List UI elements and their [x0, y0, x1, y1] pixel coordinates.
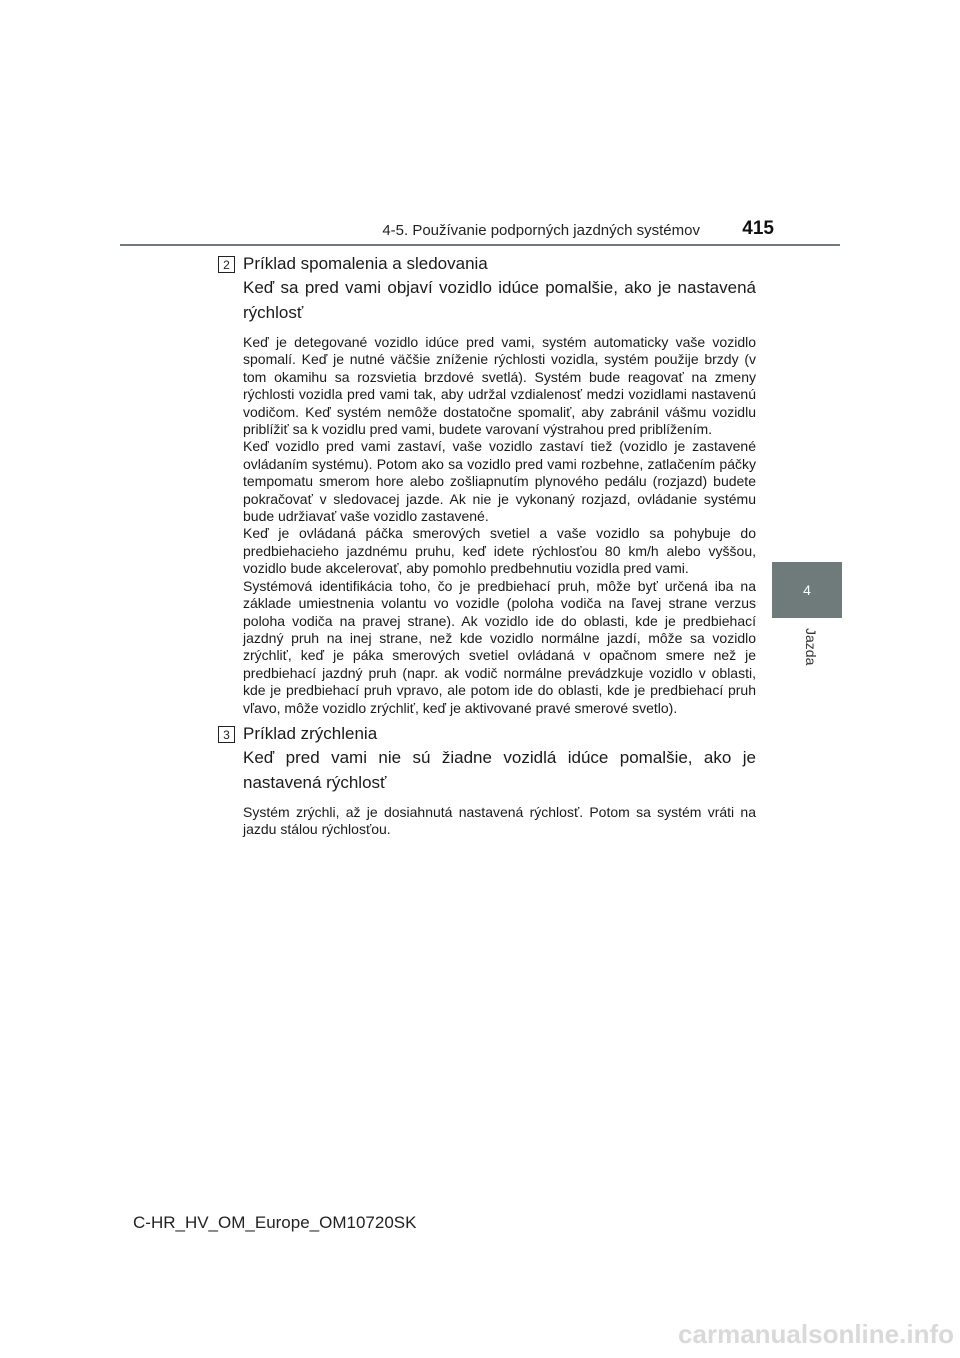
item-condition: Keď pred vami nie sú žiadne vozidlá idúce pomalšie, ako je nastavená rýchlosť — [243, 747, 756, 792]
item-body — [243, 334, 756, 717]
paragraph: Systém zrýchli, až je dosiahnutá nastavená rýchlosť. Potom sa systém vráti na jazdu stálou rýchlosťou. — [243, 803, 756, 838]
document-code: C-HR_HV_OM_Europe_OM10720SK — [133, 1213, 417, 1232]
item-number-marker: 2 — [218, 256, 235, 273]
list-item — [218, 722, 756, 839]
chapter-number: 4 — [803, 582, 811, 598]
paragraph: Keď vozidlo pred vami zastaví, vaše vozidlo zastaví tiež (vozidlo je zastavené ovládaním systému). Potom ako sa vozidlo pred vami rozbehne, zatlačením páčky tempomatu smerom hore alebo zošliapnutím plynového pedálu (rozjazd) budete pokračovať v sledovacej jazde. Ak nie je vykonaný rozjazd, ovládanie systému bude udržiavať vaše vozidlo zastavené. — [243, 438, 756, 525]
paragraph: Keď je ovládaná páčka smerových svetiel a vaše vozidlo sa pohybuje do predbiehacieho jazdnému pruhu, keď idete rýchlosťou 80 km/h alebo vyššou, vozidlo bude akcelerovať, aby pomohlo predbehnutiu vozidla pred vami. — [243, 525, 756, 577]
paragraph: Keď je detegované vozidlo idúce pred vami, systém automaticky vaše vozidlo spomalí. Keď je nutné väčšie zníženie rýchlosti vozidla, systém použije brzdy (v tom okamihu sa rozsvietia brzdové svetlá). Systém bude reagovať na zmeny rýchlosti vozidla pred vami tak, aby udržal vzdialenosť medzi vozidlami nastavenú vodičom. Keď systém nemôže dostatočne spomaliť, aby zabránil vášmu vozidlu priblížiť sa k vozidlu pred vami, budete varovaní výstrahou pred priblížením. — [243, 334, 756, 438]
paragraph: Systémová identifikácia toho, čo je predbiehací pruh, môže byť určená iba na základe umiestnenia volantu vo vozidle (poloha vodiča na ľavej strane verzus poloha vodiča na pravej strane). Ak vozidlo ide do oblasti, kde je predbiehací jazdný pruh na inej strane, než kde vozidlo normálne jazdí, môže sa vozidlo zrýchliť, keď je páka smerových svetiel ovládaná v opačnom smere než je predbiehací jazdný pruh (napr. ak vodič normálne prevádzkuje vozidlo v oblasti, kde je predbiehací pruh vpravo, ale potom ide do oblasti, kde je predbiehací pruh vľavo, môže vozidlo zrýchliť, keď je aktivované pravé smerové svetlo). — [243, 577, 756, 716]
item-number-marker: 3 — [218, 726, 235, 743]
section-title: 4-5. Používanie podporných jazdných systémov — [382, 222, 700, 239]
item-body — [243, 804, 756, 839]
page-header — [120, 218, 840, 246]
list-item — [218, 252, 756, 717]
chapter-tab — [772, 562, 842, 618]
main-content — [218, 252, 756, 839]
chapter-label: Jazda — [803, 628, 819, 666]
page-number: 415 — [742, 218, 774, 239]
item-title: Príklad spomalenia a sledovania — [243, 254, 488, 273]
watermark: carmanualsonline.info — [678, 1319, 954, 1349]
item-title: Príklad zrýchlenia — [243, 723, 378, 743]
header-divider — [120, 244, 840, 246]
item-condition: Keď sa pred vami objaví vozidlo idúce pomalšie, ako je nastavená rýchlosť — [243, 278, 756, 322]
